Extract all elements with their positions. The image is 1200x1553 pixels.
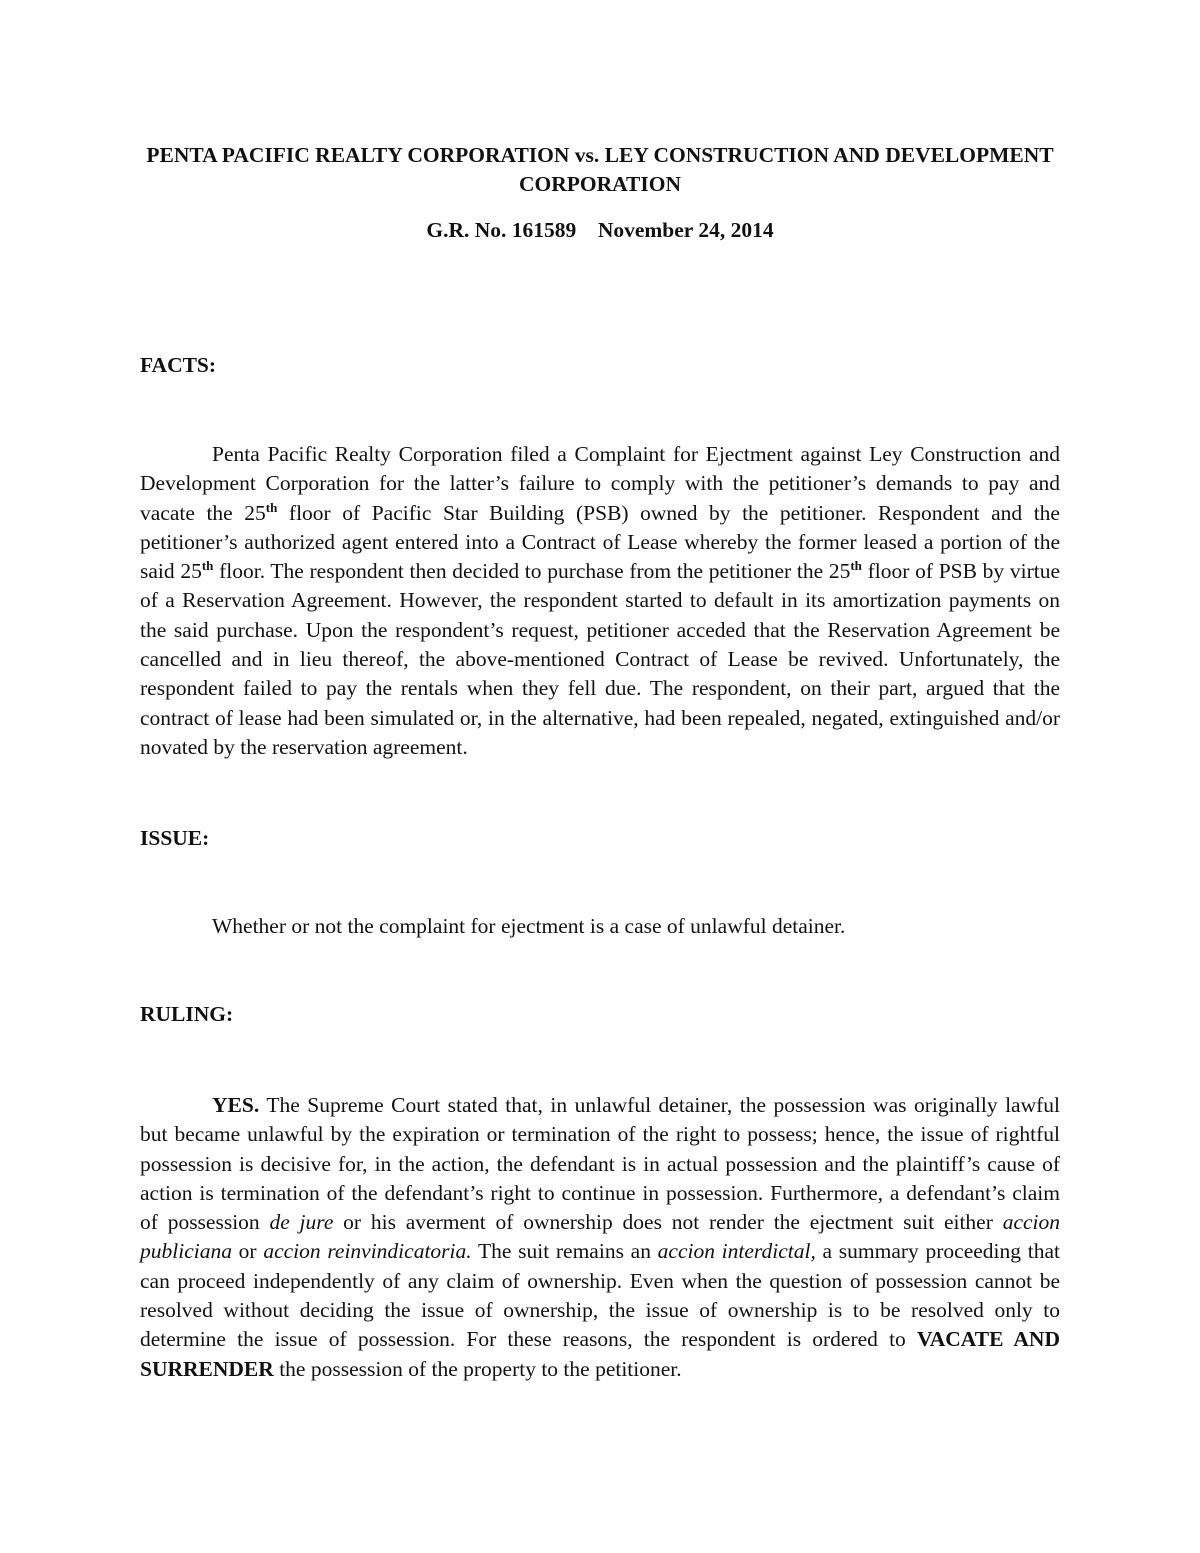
ruling-text: The Supreme Court stated that, in unlawful detainer, the possession was originally lawful but became unlawful by the expiration or termination of the right to possess; hence, the issue of rightful possession is decisive for, in the action, the defendant is in actual possession and the plaintiff’s cause of action is termination of the defendant’s right to continue in possession. Furthermore, a defendant’s claim of possession xyxy=(140,1093,1060,1235)
facts-text: floor. The respondent then decided to purchase from the petitioner the 25 xyxy=(213,559,851,584)
latin-term: accion reinvindicatoria. xyxy=(263,1239,472,1264)
latin-term: accion publiciana xyxy=(140,1210,1060,1264)
gr-number: G.R. No. 161589 xyxy=(426,218,577,242)
issue-text: Whether or not the complaint for ejectment is a case of unlawful detainer. xyxy=(212,914,846,938)
ruling-text: the possession of the property to the petitioner. xyxy=(273,1356,682,1381)
issue-heading: ISSUE: xyxy=(140,826,210,850)
ordinal-suffix: th xyxy=(850,558,862,574)
facts-text: floor of Pacific Star Building (PSB) owned by the petitioner. Respondent and the petitioner’s authorized agent entered into a Contract of Lease whereby the former leased a portion of the said 25 xyxy=(140,500,1060,584)
ruling-order: VACATE AND SURRENDER xyxy=(140,1327,1060,1381)
ruling-paragraph xyxy=(140,1091,1060,1384)
ruling-heading: RULING: xyxy=(140,1002,234,1026)
ordinal-suffix: th xyxy=(201,558,214,574)
ruling-text: or his averment of ownership does not render the ejectment suit either xyxy=(333,1210,1003,1235)
ruling-text: The suit remains an xyxy=(471,1239,658,1264)
facts-text: floor of PSB by virtue of a Reservation Agreement. However, the respondent started to default in its amortization payments on the said purchase. Upon the respondent’s request, petitioner acceded that the Reservation Agreement be cancelled and in lieu thereof, the above-mentioned Contract of Lease be revived. Unfortunately, the respondent failed to pay the rentals when they fell due. The respondent, on their part, argued that the contract of lease had been simulated or, in the alternative, had been repealed, negated, extinguished and/or novated by the reservation agreement. xyxy=(140,559,1060,759)
ordinal-suffix: th xyxy=(265,499,278,515)
ruling-answer: YES. xyxy=(212,1093,260,1117)
facts-heading: FACTS: xyxy=(140,353,217,377)
latin-term: de jure xyxy=(269,1210,334,1235)
case-reference xyxy=(140,216,1060,245)
latin-term: accion interdictal, xyxy=(657,1239,816,1264)
ruling-text: or xyxy=(231,1239,264,1264)
facts-text: Penta Pacific Realty Corporation filed a Complaint for Ejectment against Ley Construction and Development Corporation for the latter’s failure to comply with the petitioner’s demands to pay and vacate the 25 xyxy=(140,442,1060,525)
issue-paragraph xyxy=(140,912,1060,941)
decision-date: November 24, 2014 xyxy=(597,218,774,242)
facts-paragraph xyxy=(140,440,1060,762)
case-title: PENTA PACIFIC REALTY CORPORATION vs. LEY CONSTRUCTION AND DEVELOPMENT CORPORATION xyxy=(146,143,1054,196)
ruling-text: a summary proceeding that can proceed independently of any claim of ownership. Even when the question of possession cannot be resolved without deciding the issue of ownership, the issue of ownership is to be resolved only to determine the issue of possession. For these reasons, the respondent is ordered to xyxy=(140,1239,1060,1352)
